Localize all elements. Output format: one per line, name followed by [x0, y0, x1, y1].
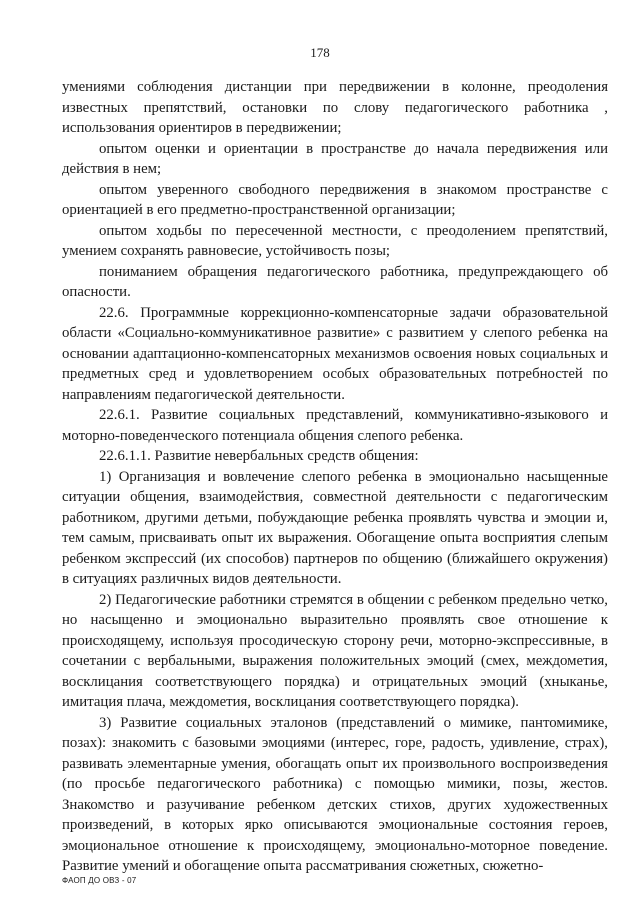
paragraph: 1) Организация и вовлечение слепого ребенка в эмоционально насыщенные ситуации общения, взаимодействия, совместной деятельности с педагогическим работником, другими детьми, побуждающие ребенка проявлять чувства и эмоции и, тем самым, присваивать опыт их выражения. Обогащение опыта восприятия слепым ребенком экспрессий (их способов) партнеров по общению (ближайшего окружения) в ситуациях различных видов деятельности.: [62, 468, 608, 587]
footer-code: ФАОП ДО ОВЗ - 07: [62, 876, 137, 885]
paragraph: 22.6.1.1. Развитие невербальных средств общения:: [99, 448, 419, 464]
paragraph: 22.6. Программные коррекционно-компенсаторные задачи образовательной области «Социально-коммуникативное развитие» с развитием у слепого ребенка на основании адаптационно-компенсаторных механизмов освоения новых социальных и предметных сред и удовлетворением особых образовательных потребностей по направлениям педагогической деятельности.: [62, 304, 608, 403]
paragraph: пониманием обращения педагогического работника, предупреждающего об опасности.: [62, 263, 608, 300]
paragraph: опытом оценки и ориентации в пространстве до начала передвижения или действия в нем;: [62, 140, 608, 177]
paragraph: опытом уверенного свободного передвижения в знакомом пространстве с ориентацией в его предметно-пространственной организации;: [62, 181, 608, 218]
paragraph: умениями соблюдения дистанции при передвижении в колонне, преодоления известных препятствий, остановки по слову педагогического работника , использования ориентиров в передвижении;: [62, 79, 608, 136]
paragraph: 3) Развитие социальных эталонов (представлений о мимике, пантомимике, позах): знакомить с базовыми эмоциями (интерес, горе, радость, удивление, страх), развивать элементарные умения, обогащать опыт их произвольного воспроизведения (по просьбе педагогического работника) с помощью мимики, позы, жестов. Знакомство и разучивание ребенком детских стихов, других художественных произведений, в которых ярко описываются эмоциональные состояния героев, эмоциональное отношение к происходящему, эмоционально-моторное поведение. Развитие умений и обогащение опыта рассматривания сюжетных, сюжетно-: [62, 714, 608, 874]
paragraph: 22.6.1. Развитие социальных представлений, коммуникативно-языкового и моторно-поведенческого потенциала общения слепого ребенка.: [62, 407, 608, 444]
paragraph: 2) Педагогические работники стремятся в общении с ребенком предельно четко, но насыщенно и эмоционально выразительно проявлять свое отношение к происходящему, используя просодическую сторону речи, моторно-экспрессивные, в сочетании с вербальными, выражения положительных эмоций (смех, междометия, восклицания соответствующего порядка) и отрицательных эмоций (хныканье, имитация плача, междометия, восклицания соответствующего порядка).: [62, 591, 608, 710]
page-number: 178: [310, 45, 330, 60]
document-body: [62, 77, 608, 877]
paragraph: опытом ходьбы по пересеченной местности, с преодолением препятствий, умением сохранять равновесие, устойчивость позы;: [62, 222, 608, 259]
